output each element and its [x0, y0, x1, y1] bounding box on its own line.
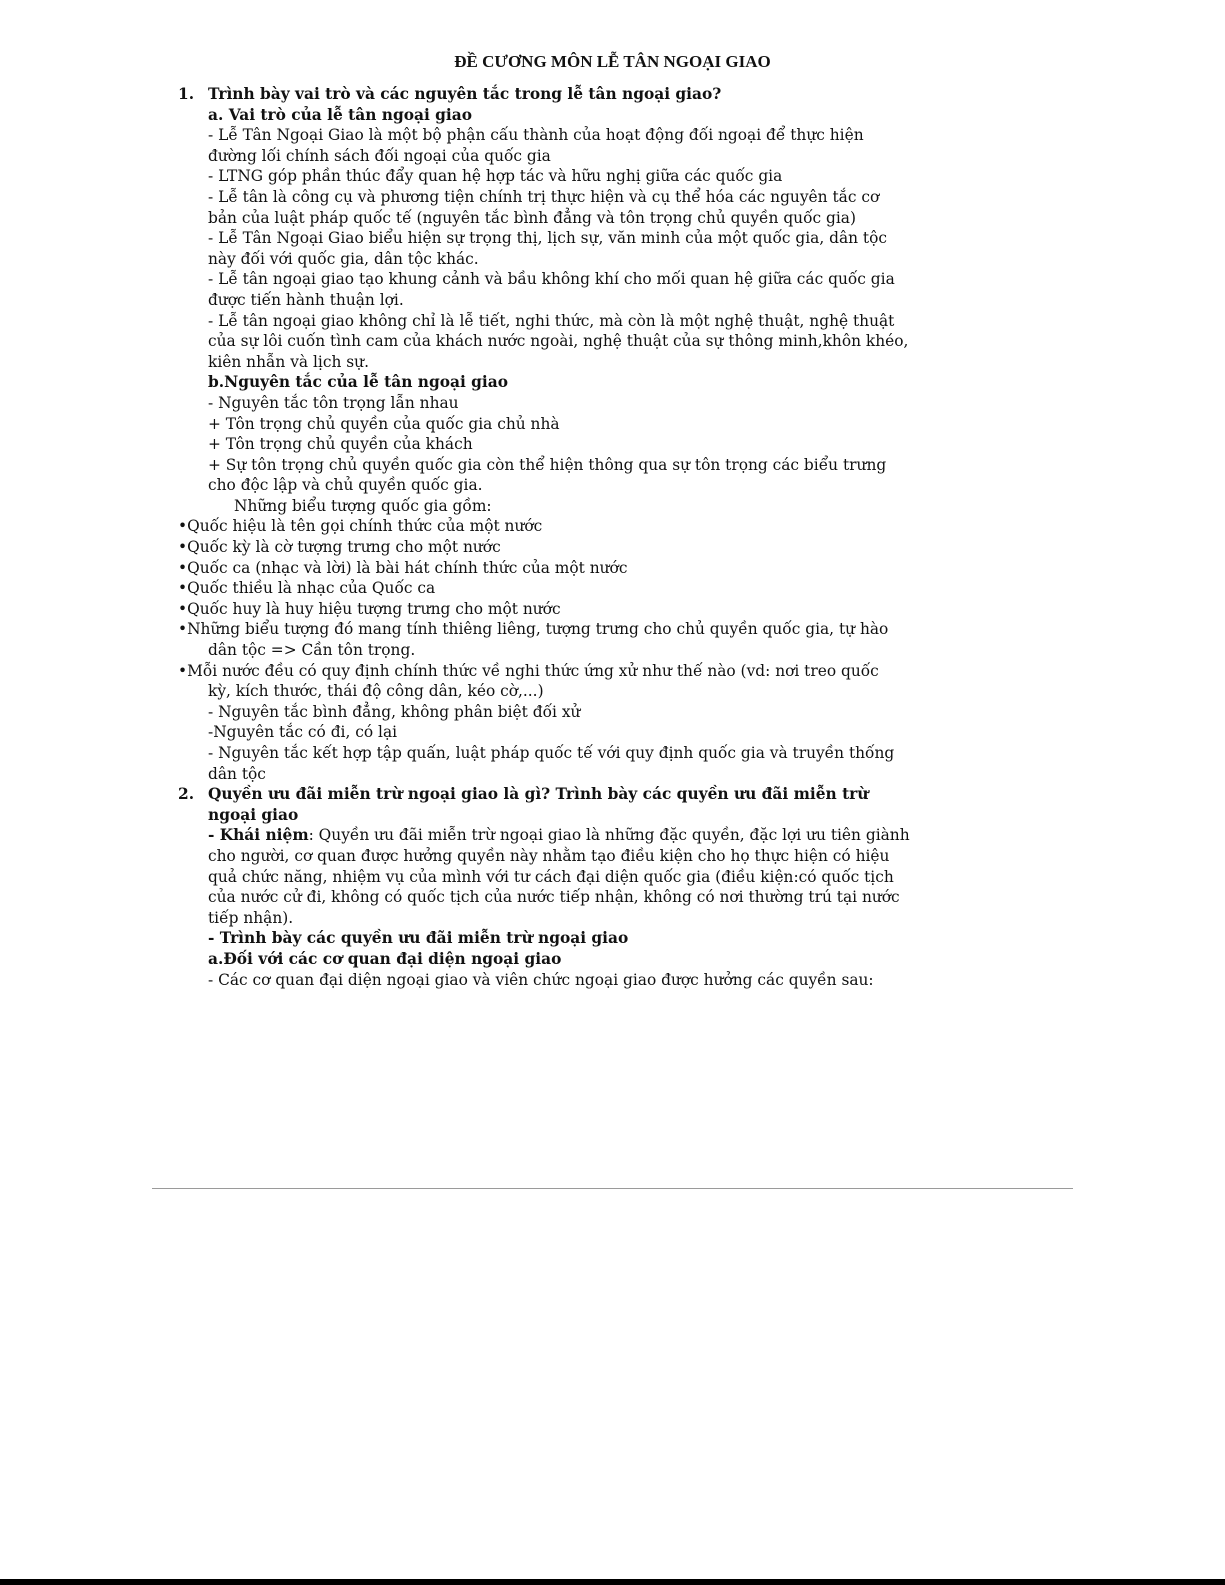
bottom-edge-bar — [0, 1579, 1225, 1585]
question-2-number: 2. — [178, 785, 195, 804]
text-line: dân tộc — [208, 764, 266, 783]
bullet-item: •Quốc kỳ là cờ tượng trưng cho một nước — [178, 538, 501, 557]
bullet-item: •Mỗi nước đều có quy định chính thức về nghi thức ứng xử như thế nào (vd: nơi treo quốc — [178, 661, 879, 680]
definition-line — [178, 825, 978, 846]
text-line: tiếp nhận). — [208, 908, 294, 927]
text-line: - Nguyên tắc tôn trọng lẫn nhau — [208, 393, 459, 412]
definition-label: - Khái niệm — [208, 826, 309, 845]
question-2-heading — [178, 784, 978, 805]
section-1a-heading: a. Vai trò của lễ tân ngoại giao — [208, 105, 472, 124]
text-line: này đối với quốc gia, dân tộc khác. — [208, 249, 479, 268]
question-1-title: Trình bày vai trò và các nguyên tắc trong lễ tân ngoại giao? — [208, 85, 722, 103]
text-line: - LTNG góp phần thúc đẩy quan hệ hợp tác và hữu nghị giữa các quốc gia — [208, 167, 783, 186]
page-divider — [152, 1188, 1073, 1189]
bullet-item-continuation: dân tộc => Cần tôn trọng. — [208, 641, 416, 660]
text-line: - Lễ tân ngoại giao tạo khung cảnh và bầu không khí cho mối quan hệ giữa các quốc gia — [208, 270, 895, 289]
symbols-intro: Những biểu tượng quốc gia gồm: — [234, 496, 492, 515]
question-1-number: 1. — [178, 85, 195, 103]
text-line: -Nguyên tắc có đi, có lại — [208, 723, 398, 742]
text-line: cho độc lập và chủ quyền quốc gia. — [208, 476, 483, 495]
bullet-item: •Quốc huy là huy hiệu tượng trưng cho một nước — [178, 599, 561, 618]
bullet-item: •Quốc ca (nhạc và lời) là bài hát chính thức của một nước — [178, 558, 628, 577]
question-2-title-line-2: ngoại giao — [208, 805, 299, 824]
bullet-item: •Quốc hiệu là tên gọi chính thức của một nước — [178, 517, 543, 536]
definition-text: : Quyền ưu đãi miễn trừ ngoại giao là những đặc quyền, đặc lợi ưu tiên giành — [308, 826, 910, 845]
bullet-item: •Những biểu tượng đó mang tính thiêng liêng, tượng trưng cho chủ quyền quốc gia, tự hào — [178, 620, 889, 639]
text-line: - Lễ Tân Ngoại Giao biểu hiện sự trọng thị, lịch sự, văn minh của một quốc gia, dân tộc — [208, 229, 888, 248]
question-2-title-line-1: Quyền ưu đãi miễn trừ ngoại giao là gì? Trình bày các quyền ưu đãi miễn trừ — [208, 785, 869, 804]
document-title: ĐỀ CƯƠNG MÔN LỄ TÂN NGOẠI GIAO — [454, 52, 771, 71]
section-1b-heading: b.Nguyên tắc của lễ tân ngoại giao — [208, 373, 508, 392]
text-line: - Lễ tân ngoại giao không chỉ là lễ tiết, nghi thức, mà còn là một nghệ thuật, nghệ thuật — [208, 311, 895, 330]
text-line: quả chức năng, nhiệm vụ của mình với tư cách đại diện quốc gia (điều kiện:có quốc tịch — [208, 867, 894, 886]
text-line: - Nguyên tắc bình đẳng, không phân biệt đối xử — [208, 702, 581, 721]
text-line: - Các cơ quan đại diện ngoại giao và viên chức ngoại giao được hưởng các quyền sau: — [208, 970, 874, 989]
text-line: + Tôn trọng chủ quyền của khách — [208, 435, 473, 454]
question-1-heading — [178, 84, 978, 105]
text-line: bản của luật pháp quốc tế (nguyên tắc bình đẳng và tôn trọng chủ quyền quốc gia) — [208, 208, 856, 227]
text-line: của sự lôi cuốn tình cam của khách nước ngoài, nghệ thuật của sự thông minh,khôn khéo, — [208, 332, 909, 351]
text-line: của nước cử đi, không có quốc tịch của nước tiếp nhận, không có nơi thường trú tại nước — [208, 888, 900, 907]
document-body — [178, 84, 978, 990]
text-line: - Nguyên tắc kết hợp tập quấn, luật pháp quốc tế với quy định quốc gia và truyền thống — [208, 744, 895, 762]
bullet-item-continuation: kỳ, kích thước, thái độ công dân, kéo cờ,...) — [208, 682, 544, 701]
section-2a-heading: a.Đối với các cơ quan đại diện ngoại giao — [208, 949, 562, 968]
text-line: kiên nhẫn và lịch sự. — [208, 352, 369, 371]
text-line: cho người, cơ quan được hưởng quyền này nhằm tạo điều kiện cho họ thực hiện có hiệu — [208, 846, 890, 865]
text-line: + Sự tôn trọng chủ quyền quốc gia còn thể hiện thông qua sự tôn trọng các biểu trưng — [208, 455, 887, 474]
text-line: - Lễ tân là công cụ và phương tiện chính trị thực hiện và cụ thể hóa các nguyên tắc cơ — [208, 187, 880, 206]
text-line: được tiến hành thuận lợi. — [208, 290, 404, 309]
bullet-item: •Quốc thiều là nhạc của Quốc ca — [178, 579, 436, 598]
text-line: đường lối chính sách đối ngoại của quốc gia — [208, 146, 551, 165]
section-2-present-heading: - Trình bày các quyền ưu đãi miễn trừ ngoại giao — [208, 929, 629, 948]
text-line: - Lễ Tân Ngoại Giao là một bộ phận cấu thành của hoạt động đối ngoại để thực hiện — [208, 126, 864, 145]
text-line: + Tôn trọng chủ quyền của quốc gia chủ nhà — [208, 414, 560, 433]
